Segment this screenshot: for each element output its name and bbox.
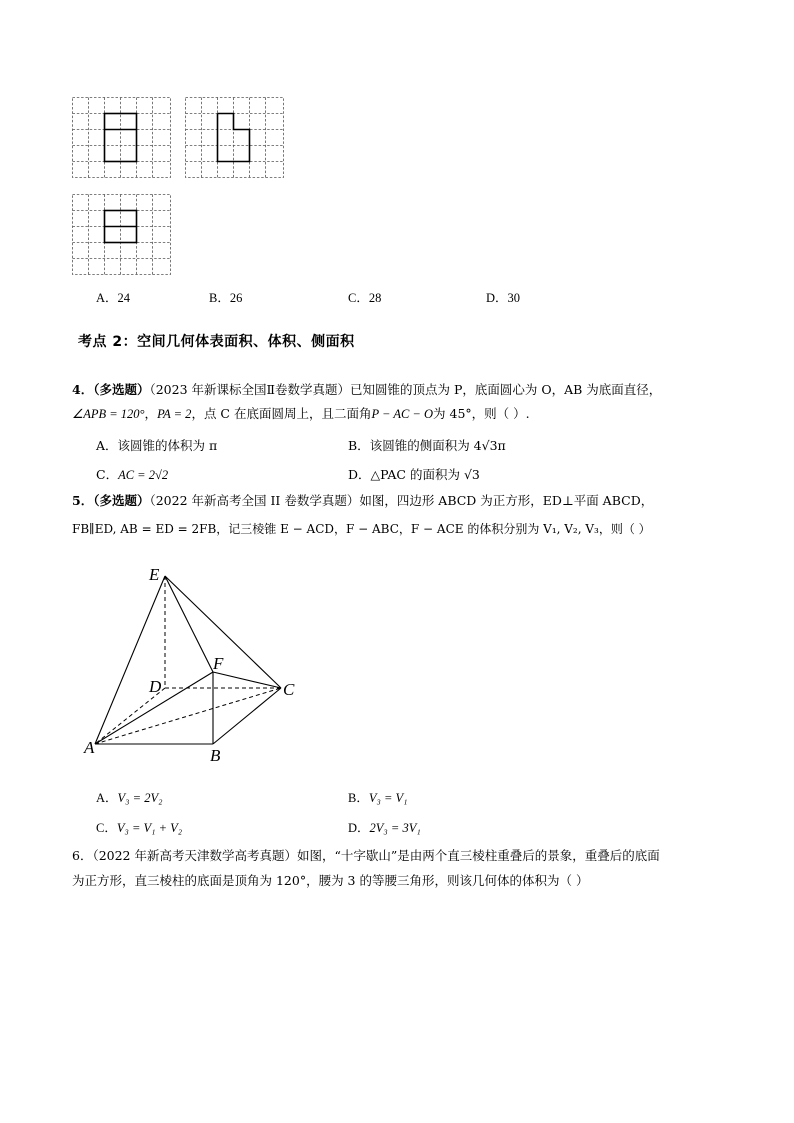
label-a: A <box>84 738 95 757</box>
q5-option-d[interactable]: D．2V₃ = 3V₁ <box>348 821 421 835</box>
q5-stem-line2: FB∥ED, AB = ED = 2FB，记三棱锥 E − ACD，F − ABC，F − ACE 的体积分别为 V₁, V₂, V₃，则（ ） <box>72 522 651 536</box>
label-c: C <box>283 680 295 699</box>
label-f: F <box>213 654 224 673</box>
q3-option-c[interactable]: C．28 <box>348 291 382 305</box>
q3-option-b[interactable]: B．26 <box>209 291 243 305</box>
q4-option-b[interactable]: B．该圆锥的侧面积为 4√3π <box>348 438 506 453</box>
edge-ef <box>165 576 213 672</box>
q6-stem-line1: 6．（2022 年新高考天津数学高考真题）如图，“十字歇山”是由两个直三棱柱重叠后的景象，重叠后的底面 <box>72 848 660 863</box>
section-title: 考点 2：空间几何体表面积、体积、侧面积 <box>78 334 355 350</box>
q4-stem-line1: 4．（多选题）（2023 年新课标全国Ⅱ卷数学真题）已知圆锥的顶点为 P，底面圆心为 O，AB 为底面直径， <box>72 382 662 397</box>
q6-stem-line2: 为正方形，直三棱柱的底面是顶角为 120°，腰为 3 的等腰三角形，则该几何体的体积为（ ） <box>72 873 589 888</box>
label-d: D <box>149 677 162 696</box>
q5-pyramid-figure <box>80 560 310 770</box>
q5-option-c[interactable]: C．V₃ = V₁ + V₂ <box>96 821 183 835</box>
edge-bc <box>213 688 281 744</box>
q5-stem-line1: 5．（多选题）（2022 年新高考全国 II 卷数学真题）如图，四边形 ABCD 为正方形，ED⊥平面 ABCD， <box>72 493 654 508</box>
q4-option-d[interactable]: D．△PAC 的面积为 √3 <box>348 467 480 482</box>
q3-option-a[interactable]: A．24 <box>96 291 131 305</box>
q4-option-c[interactable]: C．AC = 2√2 <box>96 467 169 482</box>
three-view-top <box>72 194 172 276</box>
label-e: E <box>149 565 160 584</box>
three-view-side <box>185 97 285 179</box>
q5-option-b[interactable]: B．V₃ = V₁ <box>348 791 408 805</box>
edge-fc <box>213 672 281 688</box>
label-b: B <box>210 746 221 765</box>
q4-option-a[interactable]: A．该圆锥的体积为 π <box>96 438 218 453</box>
q4-stem-line2: ∠APB = 120°，PA = 2，点 C 在底面圆周上，且二面角P − AC − O为 45°，则（ ）. <box>72 406 530 421</box>
three-view-front <box>72 97 172 179</box>
edge-da <box>95 688 165 744</box>
q5-option-a[interactable]: A．V₃ = 2V₂ <box>96 791 163 805</box>
q3-option-d[interactable]: D．30 <box>486 291 521 305</box>
edge-ac <box>95 688 281 744</box>
edge-ea <box>95 576 165 744</box>
